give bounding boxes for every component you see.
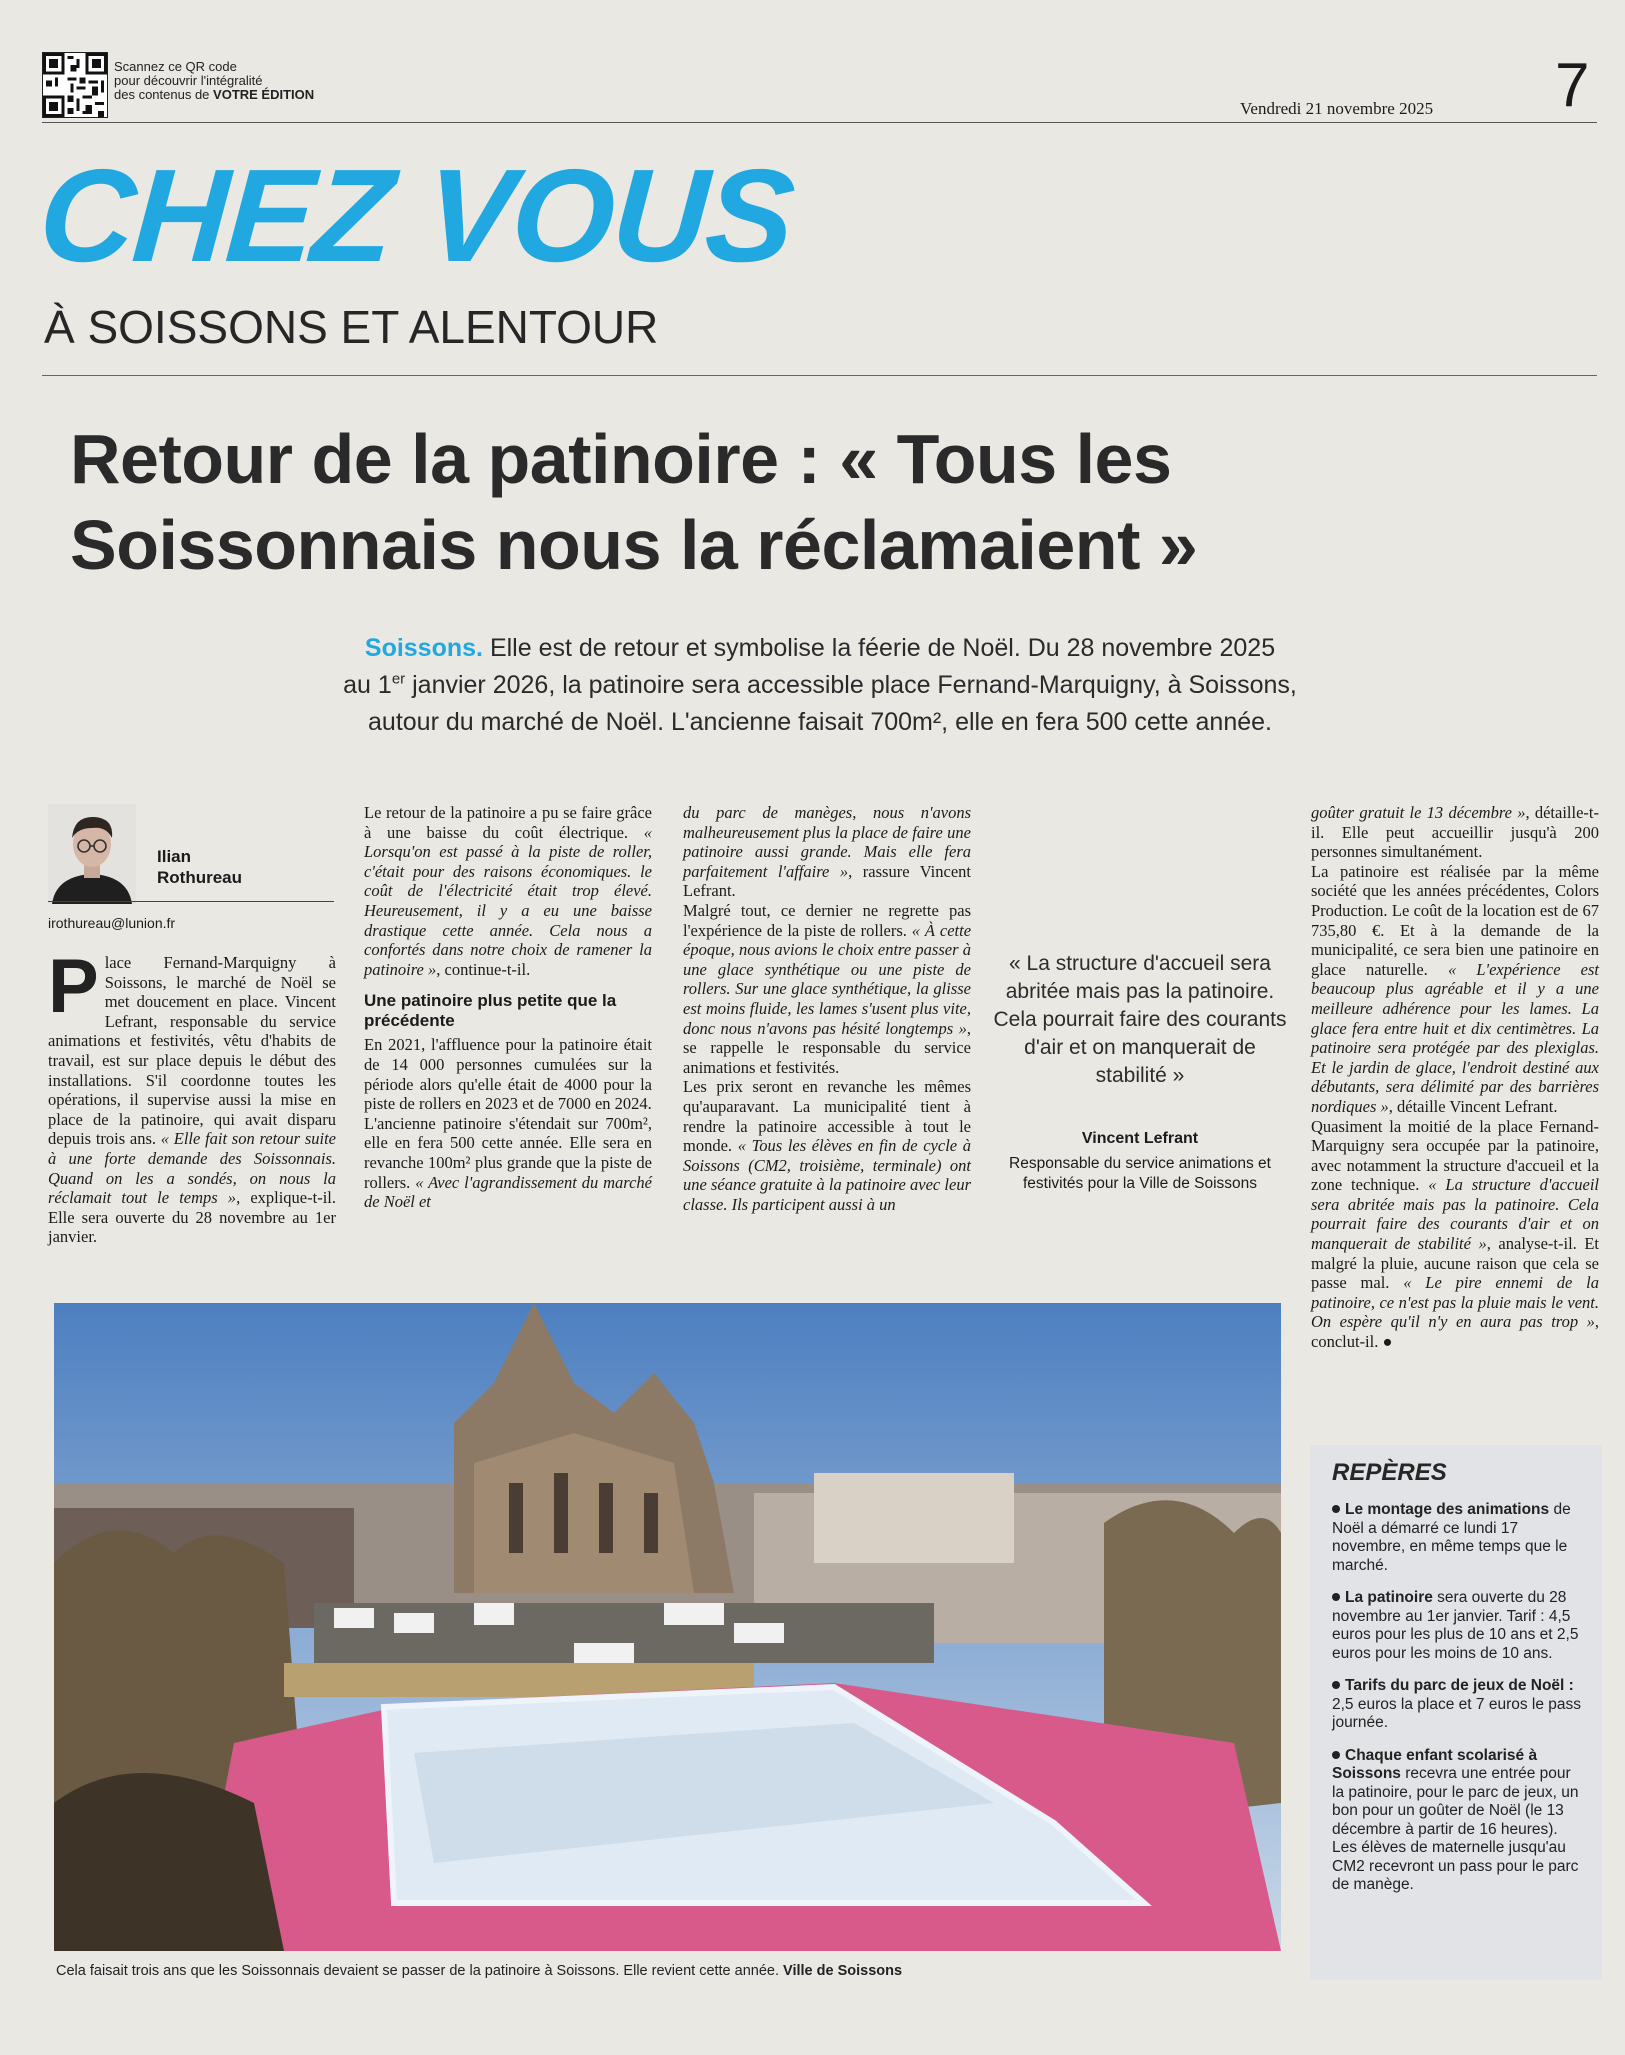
column-1-paragraph bbox=[48, 944, 337, 1247]
column-5-paragraph-1 bbox=[1311, 803, 1599, 862]
standfirst-line-1 bbox=[150, 630, 1490, 667]
column-3-paragraph-2 bbox=[683, 901, 971, 1077]
standfirst-text-1: Elle est de retour et symbolise la féerie de Noël. Du 28 novembre 2025 bbox=[489, 634, 1276, 662]
col5-quote-1: goûter gratuit le 13 décembre » bbox=[1311, 803, 1526, 822]
qr-code[interactable] bbox=[42, 52, 108, 118]
standfirst-sup: er bbox=[391, 670, 406, 688]
col3-text-1-end: , rassure Vincent Lefrant. bbox=[683, 861, 971, 901]
header-rule bbox=[42, 122, 1597, 123]
issue-date: Vendredi 21 novembre 2025 bbox=[1240, 99, 1434, 118]
key-point-lead: Le montage des animations bbox=[1345, 1501, 1550, 1518]
col3-quote-1: du parc de manèges, nous n'avons malheureusement plus la place de faire une patinoire aussi grande. Mais elle fera parfaitement l'affaire » bbox=[683, 803, 971, 881]
qr-code-icon bbox=[43, 53, 107, 117]
key-point-item bbox=[1332, 1747, 1584, 1895]
col1-text: lace Fernand-Marquigny à Soissons, le marché de Noël se met doucement en place. Vincent Lefrant, responsable du service animations et festivités, vêtu d'habits de travail, est sur place depuis le début des installations. S'il coordonne toutes les opérations, il supervise aussi la mise en place de la patinoire, qui avait disparu depuis trois ans. bbox=[48, 953, 336, 1149]
bullet-icon bbox=[1332, 1681, 1340, 1689]
qr-line-3 bbox=[114, 88, 314, 102]
col2-quote-1: « Lorsqu'on est passé à la piste de roller, c'était pour des raisons économiques. le coût de l'électricité était trop élevé. Heureusement, il y a eu une baisse drastique cette année. Cela nous a confortés dans notre choix de ramener la patinoire » bbox=[364, 822, 653, 979]
article-standfirst bbox=[150, 630, 1490, 741]
author-first-name: Ilian bbox=[157, 847, 192, 866]
col2-text-1-end: , continue-t-il. bbox=[436, 959, 531, 979]
article-headline: Retour de la patinoire : « Tous les Soissonnais nous la réclamaient » bbox=[70, 420, 1198, 584]
bullet-icon bbox=[1332, 1751, 1340, 1759]
article-column-1 bbox=[48, 944, 337, 1247]
section-subtitle: À SOISSONS ET ALENTOUR bbox=[44, 301, 659, 353]
key-point-text: recevra une entrée pour la patinoire, pour le parc de jeux, un bon pour un goûter de Noël (le 13 décembre à partir de 16 heures). Les élèves de maternelle jusqu'au CM2 recevront un pass pour le parc de manège. bbox=[1332, 1765, 1579, 1893]
key-points-box bbox=[1310, 1445, 1602, 1980]
column-2-paragraph-1 bbox=[364, 803, 652, 979]
article-column-3 bbox=[683, 803, 971, 1214]
photo-credit: Ville de Soissons bbox=[783, 1963, 903, 1979]
key-point-lead: La patinoire bbox=[1345, 1589, 1433, 1606]
page-number: 7 bbox=[1555, 51, 1590, 120]
article-column-2 bbox=[364, 803, 652, 1212]
col1-text-end: , explique-t-il. Elle sera ouverte du 28 novembre au 1er janvier. bbox=[48, 1188, 336, 1247]
qr-line-2: pour découvrir l'intégralité bbox=[114, 73, 263, 88]
author-name bbox=[157, 846, 242, 888]
key-point-text: sera ouverte du 28 novembre au 1er janvier. Tarif : 4,5 euros pour les plus de 10 ans et 2,5 euros pour les moins de 10 ans. bbox=[1332, 1589, 1579, 1662]
author-avatar bbox=[48, 804, 136, 904]
key-points-title: REPÈRES bbox=[1332, 1459, 1447, 1486]
col5-quote-3: « La structure d'accueil sera abritée mais pas la patinoire. Cela pourrait faire des courants d'air et on manquerait de stabilité » bbox=[1311, 1175, 1600, 1254]
col5-quote-2: « L'expérience est beaucoup plus agréable et il y a une meilleure adhérence pour les lames. La glace fera entre huit et dix centimètres. La patinoire sera protégée par des plexiglas. Et le jardin de glace, l'endroit destiné aux débutants, sera délimité par des barrières nordiques » bbox=[1311, 959, 1600, 1116]
col3-text-2-end: , se rappelle le responsable du service animations et festivités. bbox=[683, 1018, 971, 1077]
intertitle: Une patinoire plus petite que la précédente bbox=[364, 991, 617, 1031]
standfirst-text-2b: janvier 2026, la patinoire sera accessible place Fernand-Marquigny, à Soissons, bbox=[412, 671, 1297, 699]
col3-text-2: Malgré tout, ce dernier ne regrette pas l'expérience de la piste de rollers. bbox=[683, 900, 971, 940]
standfirst-text-2a: au 1 bbox=[343, 671, 392, 699]
col5-text-3-mid: , analyse-t-il. Et malgré la pluie, aucune raison que cela se passe mal. bbox=[1311, 1234, 1599, 1293]
caption-text: Cela faisait trois ans que les Soissonnais devaient se passer de la patinoire à Soissons. Elle revient cette année. bbox=[56, 1963, 780, 1979]
bullet-icon bbox=[1332, 1505, 1340, 1513]
key-point-item bbox=[1332, 1589, 1584, 1663]
drop-cap: P bbox=[48, 944, 99, 1029]
qr-instructions bbox=[114, 60, 314, 102]
key-point-item bbox=[1332, 1501, 1584, 1575]
col5-quote-3b: « Le pire ennemi de la patinoire, ce n'est pas la pluie mais le vent. On espère qu'il n'y en aura pas trop » bbox=[1311, 1273, 1600, 1332]
col5-text-1-end: , détaille-t-il. Elle peut accueillir jusqu'à 200 personnes simultanément. bbox=[1311, 803, 1599, 862]
col3-text-3: Les prix seront en revanche les mêmes qu'auparavant. La municipalité tient à rendre la patinoire accessible à tout le monde. bbox=[683, 1077, 971, 1156]
column-3-paragraph-3 bbox=[683, 1077, 971, 1214]
pull-quote-role: Responsable du service animations et festivités pour la Ville de Soissons bbox=[1009, 1155, 1271, 1192]
standfirst-line-3: autour du marché de Noël. L'ancienne faisait 700m², elle en fera 500 cette année. bbox=[368, 708, 1272, 736]
pull-quote: « La structure d'accueil sera abritée mais pas la patinoire. Cela pourrait faire des courants d'air et on manquerait de stabilité » bbox=[993, 952, 1287, 1087]
pull-quote-author: Vincent Lefrant bbox=[1081, 1130, 1199, 1147]
key-point-lead: Chaque enfant scolarisé à Soissons bbox=[1332, 1746, 1538, 1782]
col5-text-2-end: , détaille Vincent Lefrant. bbox=[1388, 1096, 1558, 1116]
author-last-name: Rothureau bbox=[157, 868, 242, 887]
key-point-text: de Noël a démarré ce lundi 17 novembre, en même temps que le marché. bbox=[1332, 1501, 1571, 1574]
photo-caption bbox=[56, 1962, 1276, 1981]
column-2-paragraph-2: En 2021, l'affluence pour la patinoire était de 14 000 personnes cumulées sur la période alors qu'elle était de 4000 pour la piste de rollers en 2023 et de 7000 en 2024. bbox=[364, 1035, 652, 1114]
article-photo bbox=[54, 1303, 1281, 1951]
qr-line-1: Scannez ce QR code bbox=[114, 59, 237, 74]
skating-rink-cathedral-image bbox=[54, 1303, 1281, 1951]
qr-line-3-prefix: des contenus de bbox=[114, 87, 210, 102]
article-column-5 bbox=[1311, 803, 1599, 1352]
col3-quote-2: « À cette époque, nous avions le choix entre passer à une glace synthétique ou une piste de rollers. Sur une glace synthétique, la glisse est moins fluide, les lames s'usent plus vite, donc nous n'avons pas hésité longtemps » bbox=[683, 920, 972, 1038]
key-point-lead: Tarifs du parc de jeux de Noël : bbox=[1345, 1677, 1574, 1694]
bullet-icon bbox=[1332, 1593, 1340, 1601]
col5-text-3-end: , conclut-il. ● bbox=[1311, 1312, 1599, 1352]
column-2-paragraph-3 bbox=[364, 1114, 652, 1212]
qr-line-3-bold: VOTRE ÉDITION bbox=[213, 87, 315, 102]
col3-quote-3: « Tous les élèves en fin de cycle à Soissons (CM2, troisième, terminale) ont une séance gratuite à la patinoire avec leur classe. Ils participent aussi à un bbox=[683, 1136, 972, 1214]
standfirst-line-2 bbox=[150, 667, 1490, 704]
col1-quote: « Elle fait son retour suite à une forte demande des Soissonnais. Quand on les a sondés, on nous la réclamait tout le temps » bbox=[48, 1129, 337, 1208]
column-5-paragraph-2 bbox=[1311, 862, 1599, 1117]
key-point-text: 2,5 euros la place et 7 euros le pass journée. bbox=[1332, 1695, 1582, 1731]
col2-text-1: Le retour de la patinoire a pu se faire grâce à une baisse du coût électrique. bbox=[364, 803, 652, 842]
key-point-item bbox=[1332, 1677, 1584, 1733]
col2-text-3: L'ancienne patinoire s'étendait sur 700m², elle en fera 500 cette année. Elle sera en revanche 100m² plus grande que la piste de rollers. bbox=[364, 1113, 652, 1192]
col5-text-3: Quasiment la moitié de la place Fernand-Marquigny sera occupée par la patinoire, avec notamment la structure d'accueil et la zone technique. bbox=[1311, 1116, 1599, 1195]
column-5-paragraph-3 bbox=[1311, 1117, 1599, 1352]
column-3-paragraph-1 bbox=[683, 803, 971, 901]
dateline-location: Soissons. bbox=[364, 634, 483, 662]
section-title: CHEZ VOUS bbox=[34, 142, 798, 289]
author-rule bbox=[48, 901, 334, 902]
col5-text-2: La patinoire est réalisée par la même société que les années précédentes, Colors Production. Le coût de la location est de 67 735,80 €. Et à la demande de la municipalité, ce sera bien une patinoire en glace naturelle. bbox=[1311, 861, 1599, 979]
author-email[interactable]: irothureau@lunion.fr bbox=[48, 915, 176, 931]
col2-quote-3: « Avec l'agrandissement du marché de Noël et bbox=[364, 1172, 653, 1212]
section-rule bbox=[42, 375, 1597, 376]
